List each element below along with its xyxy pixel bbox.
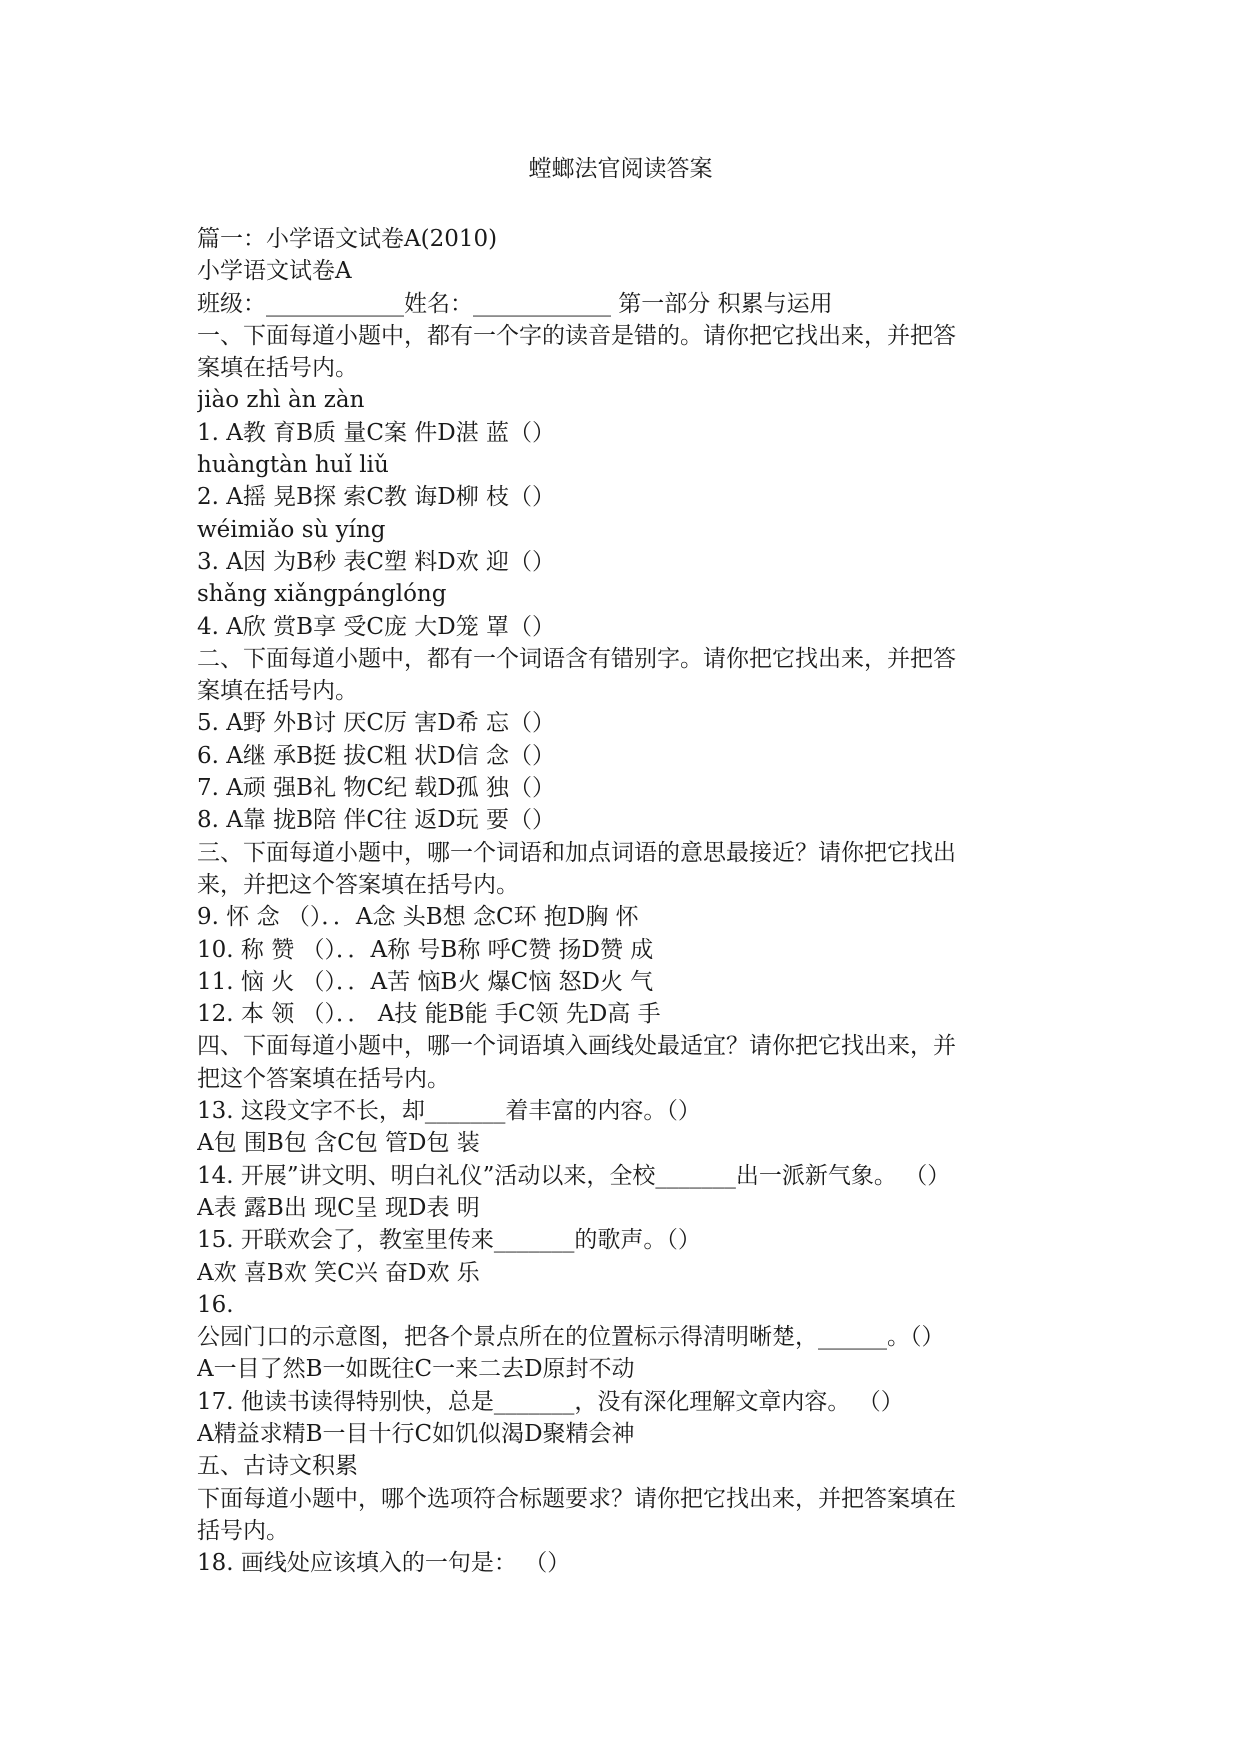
text-line: A表 露B出 现C呈 现D表 明 bbox=[197, 1194, 480, 1221]
text-line: 10. 称 赞 （）．．A称 号B称 呼C赞 扬D赞 成 bbox=[197, 936, 654, 963]
text-line: 11. 恼 火 （）．．A苦 恼B火 爆C恼 怒D火 气 bbox=[197, 968, 654, 995]
text-line: shǎng xiǎngpánglóng bbox=[197, 581, 447, 608]
text-line: 括号内。 bbox=[197, 1517, 289, 1544]
text-line: A精益求精B一目十行C如饥似渴D聚精会神 bbox=[197, 1420, 635, 1447]
text-line: 14. 开展”讲文明、明白礼仪”活动以来，全校_______出一派新气象。 （） bbox=[197, 1162, 951, 1189]
text-line: 6. A继 承B挺 拔C粗 状D信 念（） bbox=[197, 742, 556, 769]
text-line: jiào zhì àn zàn bbox=[197, 387, 365, 414]
text-line: 9. 怀 念 （）．．A念 头B想 念C环 抱D胸 怀 bbox=[197, 904, 639, 931]
text-line: 公园门口的示意图，把各个景点所在的位置标示得清明晰楚，______。（） bbox=[197, 1324, 945, 1351]
text-line: 篇一：小学语文试卷A(2010) bbox=[197, 226, 498, 252]
text-line: 四、下面每道小题中，哪一个词语填入画线处最适宜？请你把它找出来，并 bbox=[197, 1033, 956, 1060]
text-line: 1. A教 育B质 量C案 件D湛 蓝（） bbox=[197, 419, 556, 446]
text-line: huàngtàn huǐ liǔ bbox=[197, 452, 389, 479]
text-line: 12. 本 领 （）．． A技 能B能 手C领 先D高 手 bbox=[197, 1001, 661, 1028]
page-title: 螳螂法官阅读答案 bbox=[528, 156, 713, 182]
text-line: 案填在括号内。 bbox=[197, 678, 358, 705]
text-line: 15. 开联欢会了，教室里传来_______的歌声。（） bbox=[197, 1227, 701, 1254]
text-line: 5. A野 外B讨 厌C厉 害D希 忘（） bbox=[197, 710, 556, 737]
text-line: 二、下面每道小题中，都有一个词语含有错别字。请你把它找出来，并把答 bbox=[197, 645, 956, 672]
text-line: 18. 画线处应该填入的一句是： （） bbox=[197, 1550, 571, 1577]
text-line: A一目了然B一如既往C一来二去D原封不动 bbox=[197, 1356, 635, 1383]
text-line: A欢 喜B欢 笑C兴 奋D欢 乐 bbox=[197, 1259, 480, 1286]
text-line: 五、古诗文积累 bbox=[197, 1453, 358, 1480]
text-line: wéimiǎo sù yíng bbox=[197, 516, 386, 543]
text-line: 2. A摇 晃B探 索C教 诲D柳 枝（） bbox=[197, 484, 556, 511]
text-line: 把这个答案填在括号内。 bbox=[197, 1065, 450, 1092]
text-line: 7. A顽 强B礼 物C纪 载D孤 独（） bbox=[197, 775, 556, 802]
text-line: 下面每道小题中，哪个选项符合标题要求？请你把它找出来，并把答案填在 bbox=[197, 1485, 956, 1512]
text-line: A包 围B包 含C包 管D包 装 bbox=[197, 1130, 480, 1157]
text-line: 一、下面每道小题中，都有一个字的读音是错的。请你把它找出来，并把答 bbox=[197, 322, 956, 349]
text-line: 小学语文试卷A bbox=[197, 258, 352, 285]
text-line: 3. A因 为B秒 表C塑 料D欢 迎（） bbox=[197, 548, 556, 575]
text-line: 13. 这段文字不长，却_______着丰富的内容。（） bbox=[197, 1098, 701, 1125]
text-line: 案填在括号内。 bbox=[197, 355, 358, 382]
text-line: 三、下面每道小题中，哪一个词语和加点词语的意思最接近？请你把它找出 bbox=[197, 839, 956, 866]
text-line: 班级：____________姓名：____________ 第一部分 积累与运用 bbox=[197, 290, 833, 317]
text-line: 4. A欣 赏B享 受C庞 大D笼 罩（） bbox=[197, 613, 556, 640]
text-line: 16. bbox=[197, 1291, 234, 1318]
text-line: 来，并把这个答案填在括号内。 bbox=[197, 871, 519, 898]
text-line: 17. 他读书读得特别快，总是_______，没有深化理解文章内容。 （） bbox=[197, 1388, 904, 1415]
document-body bbox=[197, 223, 1057, 1579]
text-line: 8. A靠 拢B陪 伴C往 返D玩 要（） bbox=[197, 807, 556, 834]
